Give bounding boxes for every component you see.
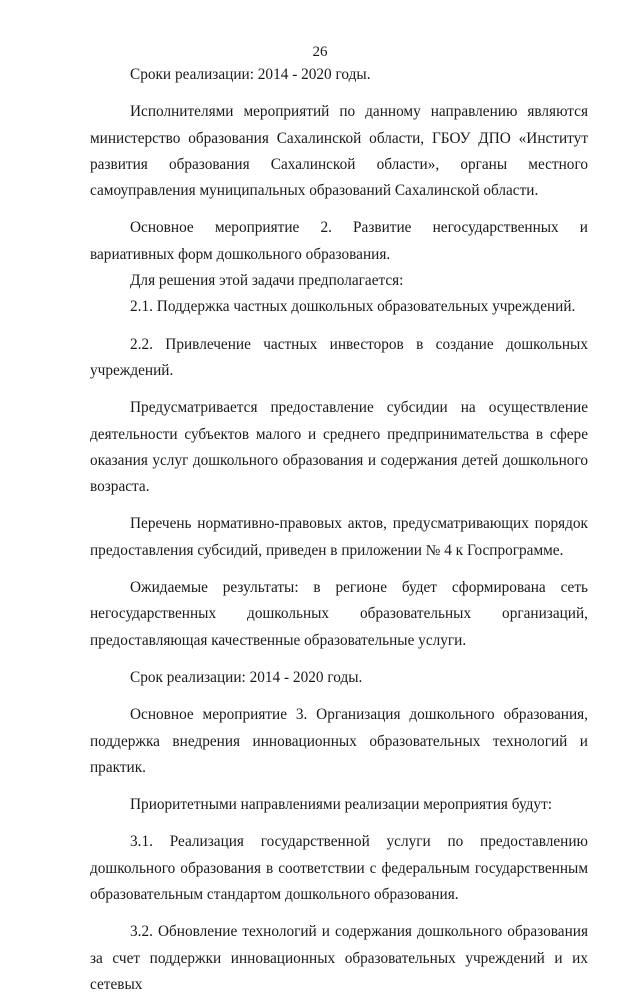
paragraph-item-3-2: 3.2. Обновление технологий и содержания дошкольного образования за счет поддержки инновационных образовательных учреждений и их сетевых (90, 923, 588, 993)
page-number: 26 (312, 44, 328, 60)
paragraph-legal-acts: Перечень нормативно-правовых актов, предусматривающих порядок предоставления субсидий, приведен в приложении № 4 к Госпрограмме. (90, 515, 588, 559)
paragraph-item-2-1: 2.1. Поддержка частных дошкольных образовательных учреждений. (130, 298, 576, 316)
paragraph-expected-results: Ожидаемые результаты: в регионе будет сформирована сеть негосударственных дошкольных образовательных организаций, предоставляющая качественные образовательные услуги. (90, 579, 588, 649)
paragraph-task-intro: Для решения этой задачи предполагается: (130, 272, 404, 290)
paragraph-main-activity-3: Основное мероприятие 3. Организация дошкольного образования, поддержка внедрения инновационных образовательных технологий и практик. (90, 706, 588, 776)
paragraph-item-2-2: 2.2. Привлечение частных инвесторов в создание дошкольных учреждений. (90, 335, 588, 379)
paragraph-implementation-period: Сроки реализации: 2014 - 2020 годы. (130, 66, 371, 83)
document-body (90, 62, 588, 998)
paragraph-executors: Исполнителями мероприятий по данному направлению являются министерство образования Сахалинской области, ГБОУ ДПО «Институт развития образования Сахалинской области», органы местного самоуправления муниципальных образований Сахалинской области. (90, 103, 588, 200)
paragraph-item-3-1: 3.1. Реализация государственной услуги по предоставлению дошкольного образования в соответствии с федеральным государственным образовательным стандартом дошкольного образования. (90, 833, 588, 904)
paragraph-subsidy: Предусматривается предоставление субсидии на осуществление деятельности субъектов малого и среднего предпринимательства в сфере оказания услуг дошкольного образования и содержания детей дошкольного возраста. (90, 399, 588, 496)
paragraph-main-activity-2: Основное мероприятие 2. Развитие негосударственных и вариативных форм дошкольного образования. (90, 219, 588, 263)
paragraph-priorities: Приоритетными направлениями реализации мероприятия будут: (130, 796, 553, 814)
paragraph-implementation-term: Срок реализации: 2014 - 2020 годы. (130, 668, 363, 686)
